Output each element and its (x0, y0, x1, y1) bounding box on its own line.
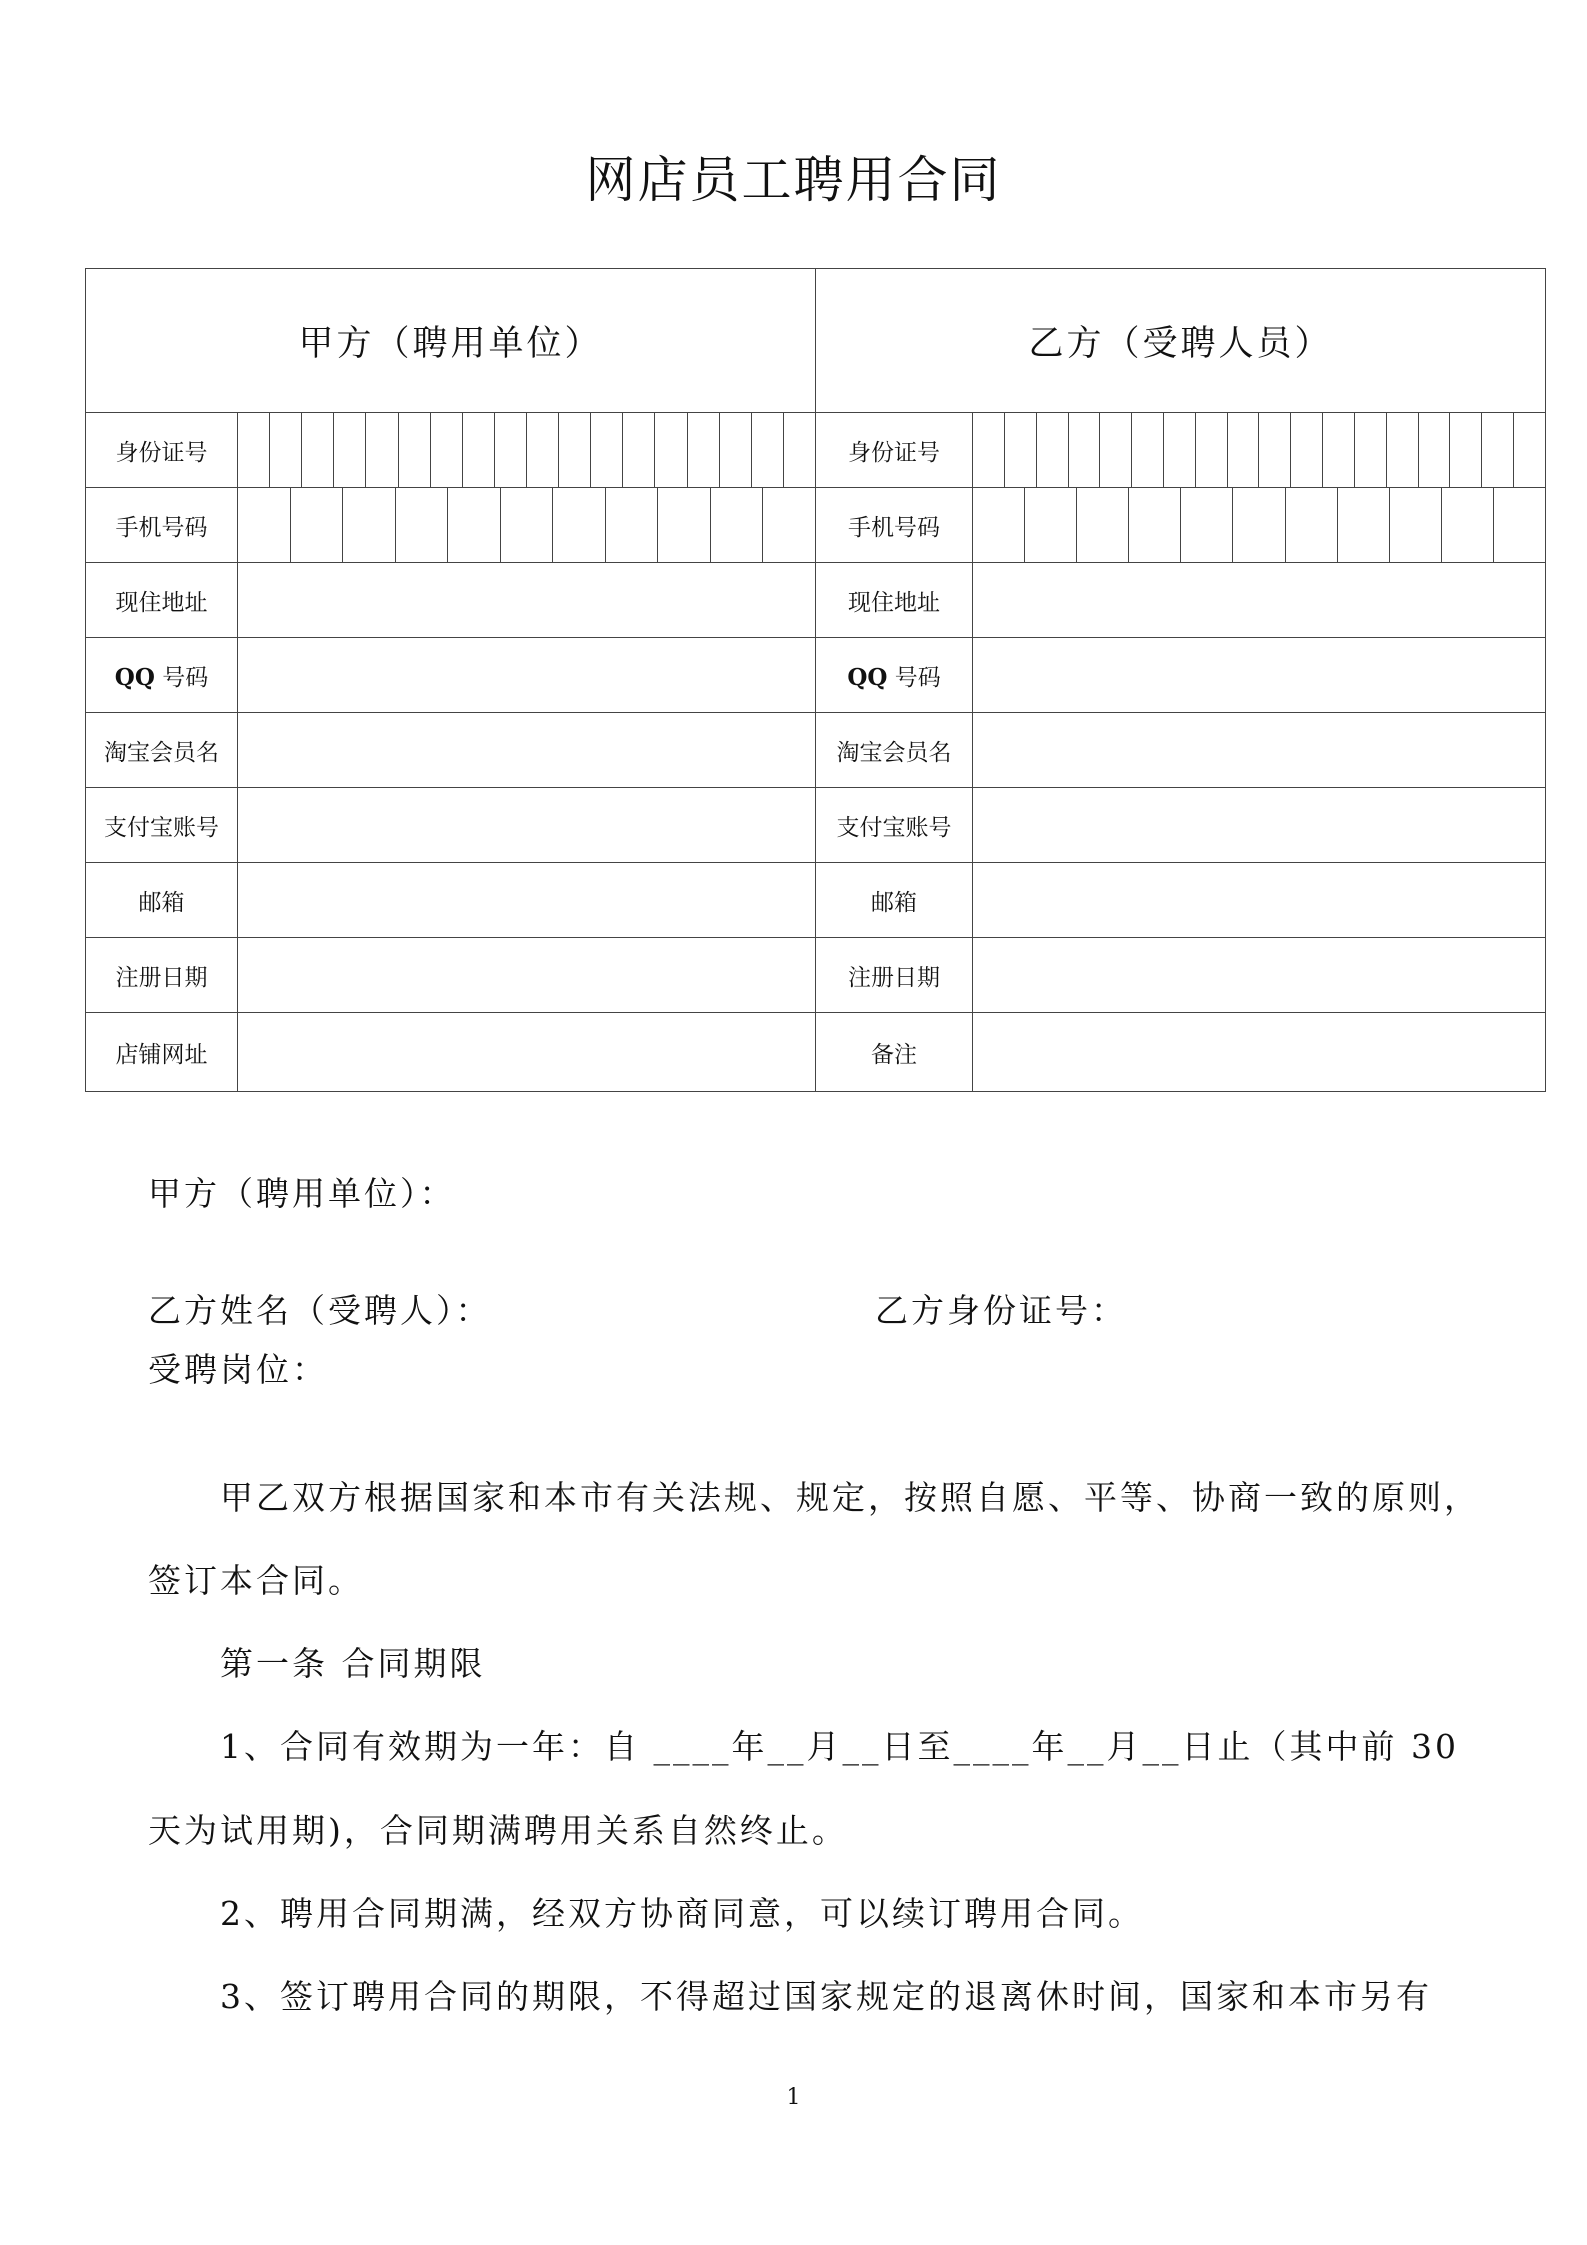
party-b-id-field: 乙方身份证号： (875, 1291, 1127, 1330)
party-a-email-field[interactable] (238, 863, 816, 938)
document-title: 网店员工聘用合同 (585, 151, 1002, 209)
page-number: 1 (786, 2085, 801, 2110)
party-a-id-boxes[interactable] (238, 413, 816, 488)
party-b-regdate-label: 注册日期 (816, 938, 973, 1013)
party-a-regdate-field[interactable] (238, 938, 816, 1013)
party-a-header: 甲方（聘用单位） (86, 269, 816, 413)
clause2: 2、聘用合同期满，经双方协商同意，可以续订聘用合同。 (220, 1894, 1144, 1933)
party-b-regdate-field[interactable] (973, 938, 1546, 1013)
party-a-alipay-field[interactable] (238, 788, 816, 863)
article1-title: 第一条 合同期限 (220, 1644, 486, 1683)
party-a-alipay-label: 支付宝账号 (86, 788, 238, 863)
party-a-qq-label: QQ 号码 (86, 638, 238, 713)
party-a-shop-url-label: 店铺网址 (86, 1013, 238, 1092)
party-b-taobao-field[interactable] (973, 713, 1546, 788)
party-a-address-field[interactable] (238, 563, 816, 638)
party-b-address-label: 现住地址 (816, 563, 973, 638)
party-b-name-field: 乙方姓名（受聘人）： (148, 1291, 492, 1330)
clause1-line2: 天为试用期)，合同期满聘用关系自然终止。 (148, 1811, 848, 1850)
party-a-email-label: 邮箱 (86, 863, 238, 938)
party-b-remarks-label: 备注 (816, 1013, 973, 1092)
party-b-phone-boxes[interactable] (973, 488, 1546, 563)
party-b-address-field[interactable] (973, 563, 1546, 638)
party-b-phone-label: 手机号码 (816, 488, 973, 563)
party-b-header: 乙方（受聘人员） (816, 269, 1546, 413)
party-info-table (85, 268, 1546, 1092)
party-a-id-label: 身份证号 (86, 413, 238, 488)
party-b-alipay-label: 支付宝账号 (816, 788, 973, 863)
party-a-phone-label: 手机号码 (86, 488, 238, 563)
party-b-remarks-field[interactable] (973, 1013, 1546, 1092)
party-a-taobao-field[interactable] (238, 713, 816, 788)
party-a-phone-boxes[interactable] (238, 488, 816, 563)
party-b-qq-label: QQ 号码 (816, 638, 973, 713)
party-a-regdate-label: 注册日期 (86, 938, 238, 1013)
intro-paragraph-line1: 甲乙双方根据国家和本市有关法规、规定，按照自愿、平等、协商一致的原则， (220, 1478, 1480, 1517)
party-b-taobao-label: 淘宝会员名 (816, 713, 973, 788)
party-b-id-boxes[interactable] (973, 413, 1546, 488)
position-field: 受聘岗位： (148, 1350, 328, 1389)
party-a-taobao-label: 淘宝会员名 (86, 713, 238, 788)
clause3: 3、签订聘用合同的期限，不得超过国家规定的退离休时间，国家和本市另有 (220, 1977, 1432, 2016)
party-a-field: 甲方（聘用单位）： (148, 1174, 456, 1213)
party-b-id-label: 身份证号 (816, 413, 973, 488)
party-a-shop-url-field[interactable] (238, 1013, 816, 1092)
party-b-email-field[interactable] (973, 863, 1546, 938)
party-b-email-label: 邮箱 (816, 863, 973, 938)
party-a-qq-field[interactable] (238, 638, 816, 713)
party-b-alipay-field[interactable] (973, 788, 1546, 863)
clause1-line1: 1、合同有效期为一年：自 ____年__月__日至____年__月__日止（其中前 30 (220, 1727, 1459, 1766)
intro-paragraph-line2: 签订本合同。 (148, 1561, 364, 1600)
party-b-qq-field[interactable] (973, 638, 1546, 713)
party-a-address-label: 现住地址 (86, 563, 238, 638)
